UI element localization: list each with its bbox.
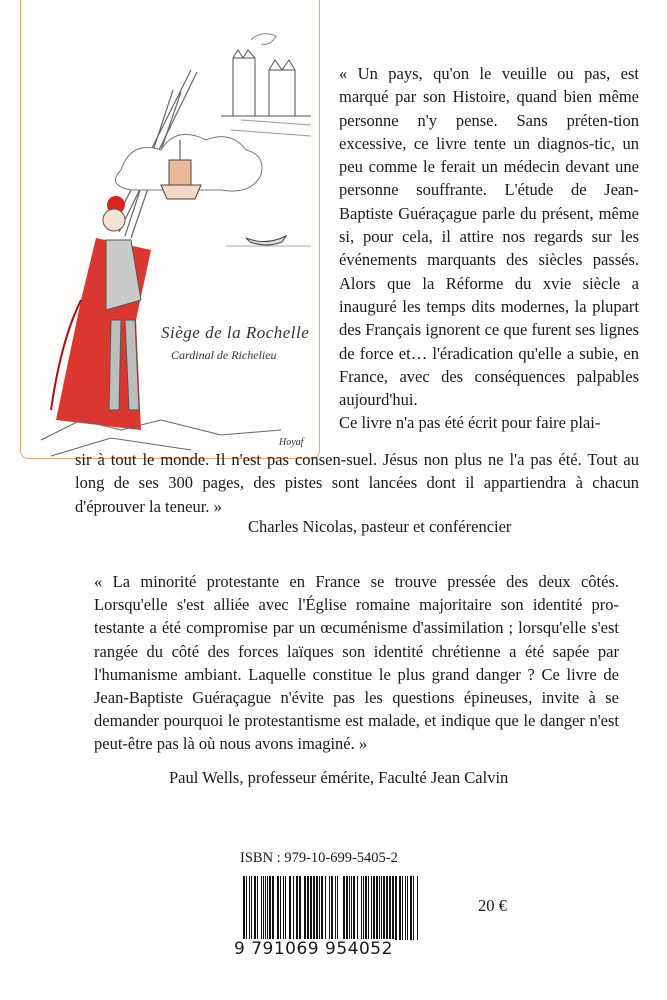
rowboat: [226, 236, 311, 246]
quote2-text: « La minorité protestante en France se trouve pressée des deux côtés. Lorsqu'elle s'est alliée avec l'Église romaine majoritaire son identité pro-testante a été compromise par un œcuménisme d'assimilation ; lorsqu'elle s'est rangée du côté des forces laïques son identité chrétienne a été sapée par l'humanisme ambiant. Laquelle constitue le plus grand danger ? Ce livre de Jean-Baptiste Guéraçague n'évite pas les questions épineuses, invite à se demander pourquoi le protestantisme est malade, et indique que le danger n'est peut-être pas là où nous avons imaginé. »: [94, 572, 619, 754]
barcode-bar: [383, 876, 385, 940]
barcode-bar: [361, 876, 362, 940]
illustration-caption-title: Siège de la Rochelle: [161, 323, 310, 342]
siege-drawing: [21, 0, 319, 458]
barcode-bar: [392, 876, 394, 940]
barcode-bar: [410, 876, 412, 940]
barcode-bar: [321, 876, 323, 940]
barcode-bar: [277, 876, 279, 940]
city-towers: [221, 34, 311, 136]
barcode-bar: [365, 876, 367, 940]
barcode-bar: [368, 876, 369, 940]
cover-illustration: [20, 0, 320, 459]
barcode-bar: [319, 876, 320, 940]
illustration-caption-subtitle: Cardinal de Richelieu: [171, 348, 277, 362]
barcode-bar: [257, 876, 258, 940]
quote1-continuation: sir à tout le monde. Il n'est pas consen-suel. Jésus non plus ne l'a pas été. Tout au long de ses 300 pages, des pistes sont lancées dont il appartiendra à chacun d'éprouver la teneur. »: [75, 450, 639, 516]
artist-signature: Hoyaf: [279, 437, 304, 448]
barcode-bar: [316, 876, 318, 940]
barcode-bar: [402, 876, 403, 940]
quote2-author: Paul Wells, professeur émérite, Faculté Jean Calvin: [169, 768, 509, 787]
barcode-bar: [313, 876, 315, 940]
barcode-bar: [405, 876, 406, 940]
barcode-bar: [395, 876, 397, 940]
barcode-bar: [261, 876, 262, 940]
barcode-bar: [289, 876, 291, 940]
barcode-bar: [386, 876, 388, 940]
barcode-bar: [254, 876, 256, 940]
barcode-bar: [283, 876, 284, 940]
barcode-bar: [272, 876, 274, 940]
barcode-bar: [304, 876, 306, 940]
barcode-bar: [371, 876, 372, 940]
barcode-bar: [263, 876, 264, 940]
barcode-bar: [399, 876, 401, 940]
barcode-bar: [251, 876, 252, 940]
barcode-bar: [413, 876, 414, 940]
cardinal-figure: [51, 196, 151, 430]
price-label: 20 €: [478, 896, 507, 915]
barcode-bar: [307, 876, 309, 940]
barcode-bar: [265, 876, 266, 940]
barcode-bar: [376, 876, 378, 940]
barcode-bar: [325, 876, 326, 940]
barcode-bar: [310, 876, 312, 940]
barcode-bar: [249, 876, 250, 940]
barcode-bar: [407, 876, 408, 940]
barcode-bar: [389, 876, 391, 940]
barcode-bar: [351, 876, 352, 940]
barcode-bar: [346, 876, 348, 940]
quote1-author: Charles Nicolas, pasteur et conférencier: [248, 517, 512, 536]
barcode-bar: [353, 876, 355, 940]
quote1-paragraph: Ce livre n'a pas été écrit pour faire plai-: [339, 413, 601, 433]
quote1-paragraph: « Un pays, qu'on le veuille ou pas, est marqué par son Histoire, quand bien même personne n'y pense. Sans préten-tion excessive, ce livre tente un diagnos-tic, un peu comme le ferait un médecin devant une personne souffrante. L'étude de Jean-Baptiste Guéraçague parle du présent, même si, pour cela, il attire nos regards sur les événements marquants des siècles passés. Alors que la Réforme du xvie siècle a inauguré les temps dits modernes, la plupart des Français ignorent ce que furent ses lignes de force et… l'éradication qu'elle a subie, en France, avec des conséquences palpables aujourd'hui.: [339, 64, 639, 410]
barcode-bar: [343, 876, 345, 940]
quote1-column: [339, 62, 639, 435]
barcode-bar: [285, 876, 286, 940]
barcode-bar: [417, 876, 418, 940]
barcode-bar: [299, 876, 301, 940]
barcode-bar: [269, 876, 271, 940]
barcode-number: 9 791069 954052: [234, 939, 393, 959]
barcode-bar: [379, 876, 380, 940]
barcode-bar: [296, 876, 298, 940]
barcode-bar: [329, 876, 330, 940]
barcode-bar: [363, 876, 364, 940]
barcode-bar: [331, 876, 333, 940]
barcode-bar: [349, 876, 350, 940]
barcode-bar: [373, 876, 375, 940]
isbn-label: ISBN : 979-10-699-5405-2: [240, 850, 398, 866]
barcode-bar: [381, 876, 382, 940]
barcode-bar: [293, 876, 294, 940]
barcode-bar: [357, 876, 358, 940]
barcode-bar: [280, 876, 281, 940]
barcode-bar: [267, 876, 268, 940]
